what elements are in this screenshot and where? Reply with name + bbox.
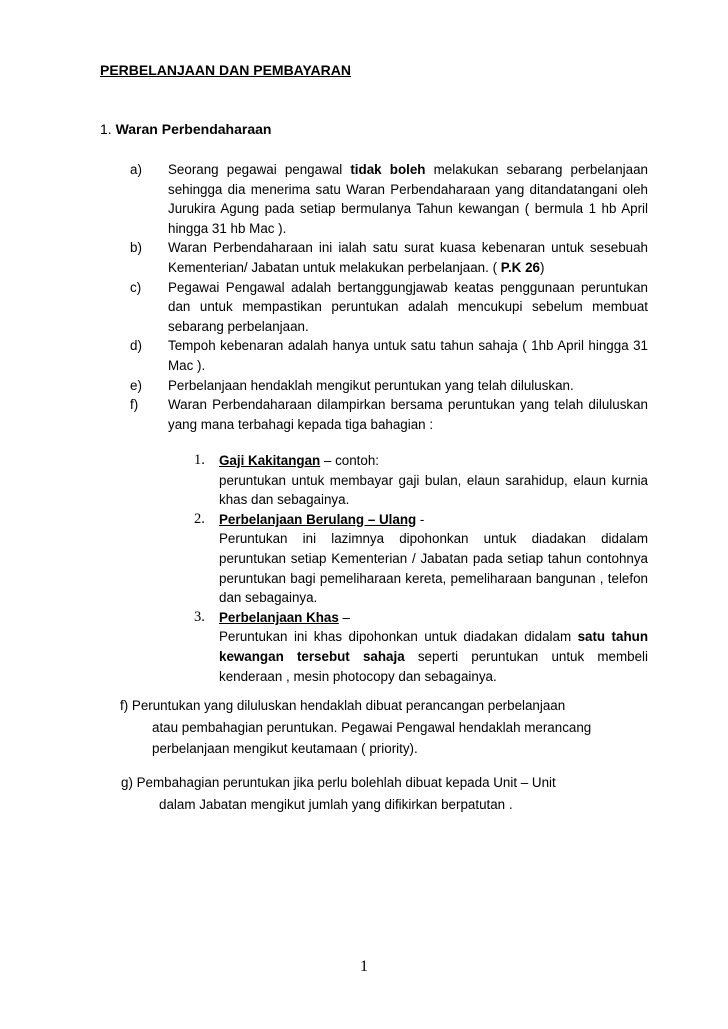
page-title: PERBELANJAAN DAN PEMBAYARAN (100, 62, 352, 78)
numbered-item-heading (219, 608, 648, 628)
list-item-text-segment: melakukan sebarang perbelanjaan sehingga dia menerima satu Waran Perbendaharaan yang ditandatangani oleh Jurukira Agung pada setiap bermulanya Tahun kewangan ( bermula 1 hb April hingga 31 hb Mac ). (168, 162, 648, 236)
numbered-item-heading-suffix: – (338, 609, 350, 625)
list-item-text-segment: Seorang pegawai pengawal (168, 162, 351, 177)
paragraph-f-line-2: atau pembahagian peruntukan. Pegawai Pengawal hendaklah merancang (152, 719, 592, 735)
list-item-text-segment: ) (539, 259, 545, 275)
list-item-text-segment: Perbelanjaan hendaklah mengikut peruntukan yang telah diluluskan. (168, 377, 574, 393)
paragraph-g-line-1: g) Pembahagian peruntukan jika perlu bolehlah dibuat kepada Unit – Unit (121, 775, 556, 790)
numbered-item-marker: 1. (194, 452, 205, 468)
numbered-item-marker: 3. (194, 608, 205, 625)
list-item-marker: f) (130, 397, 139, 413)
numbered-list (194, 451, 648, 686)
numbered-item-heading-suffix: – contoh: (320, 453, 380, 468)
paragraph-f-line-1: f) Peruntukan yang diluluskan hendaklah dibuat perancangan perbelanjaan (120, 698, 566, 713)
list-item-text-segment: P.K 26 (500, 259, 540, 275)
paragraph-g-line-2: dalam Jabatan mengikut jumlah yang difikirkan berpatutan . (159, 796, 513, 812)
list-item-text (168, 336, 648, 375)
list-item-marker: a) (130, 162, 142, 177)
numbered-item-heading-label: Perbelanjaan Berulang – Ulang (219, 511, 417, 527)
list-item (130, 238, 648, 277)
section-number: 1. (100, 121, 112, 137)
numbered-item-heading-suffix: - (416, 511, 425, 527)
list-item-text-segment: Waran Perbendaharaan ini ialah satu surat kuasa kebenaran untuk sesebuah Kementerian/ Jabatan untuk melakukan perbelanjaan. ( (168, 240, 648, 275)
numbered-item-body-segment: Peruntukan ini lazimnya dipohonkan untuk diadakan didalam peruntukan setiap Kementerian / Jabatan pada setiap tahun contohnya peruntukan bagi pemeliharaan kereta, pemeliharaan bangunan , telefon dan sebagainya. (219, 531, 648, 606)
paragraph-g (121, 772, 641, 815)
numbered-item-heading-label: Perbelanjaan Khas (219, 609, 339, 625)
paragraph-f (120, 695, 640, 760)
list-item-marker: b) (130, 240, 142, 256)
numbered-item-body (219, 471, 648, 510)
list-item-marker: e) (130, 377, 142, 393)
lettered-list (130, 160, 648, 434)
list-item-text (168, 238, 648, 277)
numbered-item (194, 451, 648, 510)
numbered-item (194, 510, 648, 608)
numbered-item-body-segment: seperti peruntukan untuk membeli kenderaan , mesin photocopy dan sebagainya. (219, 648, 648, 684)
numbered-item-body-segment: Peruntukan ini khas dipohonkan untuk diadakan didalam (219, 629, 578, 645)
list-item (130, 376, 648, 396)
numbered-item (194, 608, 648, 686)
section-heading (100, 121, 271, 137)
list-item-text-segment: Pegawai Pengawal adalah bertanggungjawab keatas penggunaan peruntukan dan untuk mempastikan peruntukan adalah mencukupi sebelum membuat sebarang perbelanjaan. (168, 279, 648, 334)
page-number: 1 (360, 958, 368, 975)
numbered-item-body (219, 627, 648, 686)
numbered-item-heading (219, 451, 648, 471)
list-item-text (168, 160, 648, 238)
list-item-text (168, 395, 648, 434)
list-item-text (168, 376, 648, 396)
list-item-marker: c) (130, 279, 142, 295)
numbered-item-heading (219, 510, 648, 530)
list-item (130, 160, 648, 238)
section-label: Waran Perbendaharaan (115, 121, 272, 137)
list-item (130, 336, 648, 375)
list-item-marker: d) (130, 338, 142, 354)
list-item-text-segment: tidak boleh (350, 162, 426, 177)
numbered-item-marker: 2. (194, 510, 205, 527)
list-item (130, 278, 648, 337)
list-item (130, 395, 648, 434)
numbered-item-body-segment: peruntukan untuk membayar gaji bulan, elaun sarahidup, elaun kurnia khas dan sebagainya. (219, 472, 648, 508)
list-item-text-segment: Waran Perbendaharaan dilampirkan bersama peruntukan yang telah diluluskan yang mana terbahagi kepada tiga bahagian : (168, 397, 648, 432)
list-item-text-segment: Tempoh kebenaran adalah hanya untuk satu tahun sahaja ( 1hb April hingga 31 Mac ). (168, 338, 648, 373)
numbered-item-heading-label: Gaji Kakitangan (219, 453, 321, 468)
numbered-item-body (219, 529, 648, 607)
numbered-item-body-segment: satu tahun kewangan tersebut sahaja (219, 629, 649, 664)
list-item-text (168, 278, 648, 337)
paragraph-f-line-3: perbelanjaan mengikut keutamaan ( priority). (152, 741, 418, 756)
